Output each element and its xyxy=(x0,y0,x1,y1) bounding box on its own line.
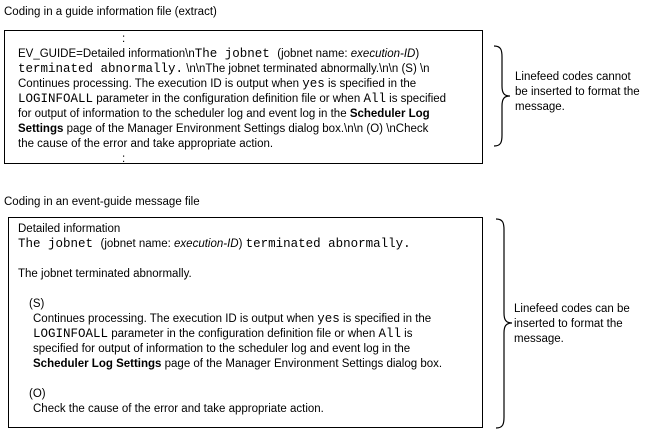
code-line xyxy=(18,237,478,252)
code-segment-sans: is specified xyxy=(385,93,447,105)
code-segment-sans: : xyxy=(122,33,126,45)
code-segment-sans: ) xyxy=(238,238,246,250)
guide-file-annotation xyxy=(515,70,657,115)
code-segment-sans: ) xyxy=(415,48,420,60)
code-segment-sans: The jobnet terminated abnormally. xyxy=(18,268,192,280)
code-segment-sans: Detailed information xyxy=(18,223,121,235)
code-segment-sans: Continues processing. The execution ID is output when xyxy=(33,313,318,325)
code-line xyxy=(18,312,478,327)
code-segment-bold: Settings xyxy=(18,123,64,135)
code-line xyxy=(18,137,478,152)
code-line xyxy=(18,267,478,282)
event-guide-code-box xyxy=(8,217,483,428)
code-segment-mono: yes xyxy=(302,77,325,91)
code-line xyxy=(18,152,478,167)
code-segment-sans: \n\nThe jobnet terminated abnormally.\n\n (S) \n xyxy=(183,63,430,75)
code-segment-sans: : xyxy=(122,153,126,165)
code-segment-sans: is xyxy=(400,328,413,340)
code-line xyxy=(18,357,478,372)
code-segment-sans: Continues processing. The execution ID is output when xyxy=(18,78,303,90)
code-segment-italic: execution-ID xyxy=(350,48,416,60)
code-segment-sans: is specified in the xyxy=(324,78,417,90)
code-segment-bold: Scheduler Log xyxy=(349,108,430,120)
code-segment-mono: The jobnet xyxy=(194,47,278,61)
code-segment-mono: terminated abnormally. xyxy=(245,237,411,251)
annotation-line: inserted to format the xyxy=(514,318,623,330)
code-segment-sans: (jobnet name: xyxy=(100,238,175,250)
code-segment-sans: for output of information to the scheduler log and event log in the xyxy=(18,108,350,120)
code-segment-mono: terminated abnormally. xyxy=(18,62,184,76)
code-line xyxy=(18,47,478,62)
code-segment-sans: (S) xyxy=(29,298,45,310)
code-line xyxy=(18,402,478,417)
code-segment-sans: EV_GUIDE=Detailed information\n xyxy=(18,48,195,60)
code-segment-bold: Scheduler Log Settings xyxy=(33,358,162,370)
code-segment-mono: LOGINFOALL xyxy=(18,92,94,106)
code-segment-sans: (jobnet name: xyxy=(277,48,351,60)
annotation-line: message. xyxy=(514,333,564,345)
code-segment-mono: All xyxy=(378,327,401,341)
code-segment-mono: All xyxy=(363,92,386,106)
event-guide-annotation xyxy=(514,302,657,347)
guide-file-code-box xyxy=(4,30,483,164)
code-line xyxy=(18,342,478,357)
code-segment-mono: LOGINFOALL xyxy=(33,327,109,341)
code-line xyxy=(18,297,478,312)
code-segment-sans: Check the cause of the error and take appropriate action. xyxy=(33,403,324,415)
code-segment-sans: is specified in the xyxy=(339,313,432,325)
code-line xyxy=(18,372,478,387)
code-segment-sans: page of the Manager Environment Settings dialog box. xyxy=(161,358,443,370)
code-segment-mono: yes xyxy=(317,312,340,326)
code-line xyxy=(18,327,478,342)
code-line xyxy=(18,32,478,47)
code-line xyxy=(18,107,478,122)
code-segment-sans: page of the Manager Environment Settings dialog box.\n\n (O) \nCheck xyxy=(63,123,429,135)
code-segment-sans: specified for output of information to the scheduler log and event log in the xyxy=(33,343,411,355)
code-line xyxy=(18,62,478,77)
code-segment-sans: parameter in the configuration definition file or when xyxy=(108,328,379,340)
annotation-line: Linefeed codes can be xyxy=(514,303,630,315)
code-segment-italic: execution-ID xyxy=(174,238,239,250)
code-segment-sans: parameter in the configuration definition file or when xyxy=(93,93,364,105)
code-line xyxy=(18,92,478,107)
annotation-line: Linefeed codes cannot xyxy=(515,71,631,83)
event-guide-section-title: Coding in an event-guide message file xyxy=(4,196,200,208)
code-line xyxy=(18,387,478,402)
code-line xyxy=(18,252,478,267)
code-line xyxy=(18,122,478,137)
annotation-line: be inserted to format the xyxy=(515,86,640,98)
code-line xyxy=(18,282,478,297)
annotation-line: message. xyxy=(515,101,565,113)
code-segment-sans: (O) xyxy=(29,388,46,400)
code-line xyxy=(18,77,478,92)
code-line xyxy=(18,222,478,237)
curly-brace-icon xyxy=(491,45,511,147)
code-segment-mono: The jobnet xyxy=(18,237,101,251)
code-segment-sans: the cause of the error and take appropriate action. xyxy=(18,138,274,150)
guide-file-section-title: Coding in a guide information file (extract) xyxy=(4,6,217,18)
curly-brace-icon xyxy=(493,218,513,429)
